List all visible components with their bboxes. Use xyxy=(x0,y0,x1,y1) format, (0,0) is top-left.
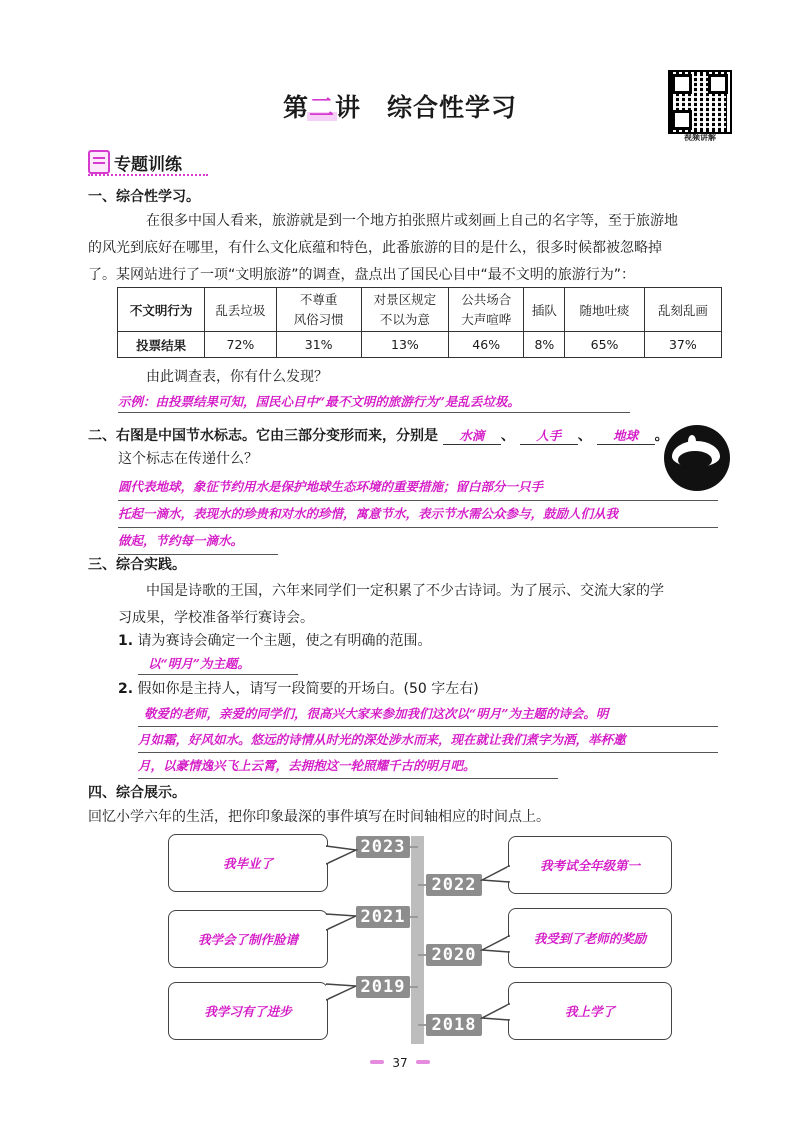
bubble-pointer xyxy=(480,862,510,890)
event-text: 我受到了老师的奖励 xyxy=(533,931,647,946)
table-cell: 72% xyxy=(205,332,276,358)
table-cell: 乱刻乱画 xyxy=(644,288,721,332)
q2-blank-1[interactable]: 水滴 xyxy=(443,426,501,445)
table-cell: 对景区规定 不以为意 xyxy=(361,288,448,332)
timeline-year: 2019 xyxy=(356,976,410,998)
table-cell: 公共场合 大声喧哗 xyxy=(449,288,524,332)
timeline-axis xyxy=(411,836,424,1044)
table-cell: 65% xyxy=(565,332,644,358)
q2-blank-2[interactable]: 人手 xyxy=(520,426,578,445)
table-cell: 13% xyxy=(361,332,448,358)
event-text: 我学习有了进步 xyxy=(204,1004,292,1019)
table-row xyxy=(118,332,722,358)
event-bubble[interactable] xyxy=(508,908,672,968)
page-number: 37 xyxy=(0,1056,800,1070)
bubble-pointer xyxy=(326,974,358,1002)
section-divider xyxy=(88,174,208,176)
event-bubble[interactable] xyxy=(508,836,672,894)
q3-sub1: 1. 请为赛诗会确定一个主题，使之有明确的范围。 xyxy=(118,633,432,649)
q1-question: 由此调查表，你有什么发现？ xyxy=(146,369,328,385)
bubble-pointer xyxy=(480,1000,510,1028)
q3-sub1-answer[interactable]: 以“明月”为主题。 xyxy=(138,654,298,675)
timeline-year: 2020 xyxy=(426,944,482,966)
q3-sub2-answer[interactable]: 敬爱的老师，亲爱的同学们，很高兴大家来参加我们这次以“明月”为主题的诗会。明 月如霜，好风如水。悠远的诗情从时光的深处涉水而来，现在就让我们煮字为酒，举杯邀 月，以豪情逸兴飞上云霄，去拥抱这一轮照耀千古的明月吧。 xyxy=(138,701,718,779)
table-cell: 插队 xyxy=(524,288,565,332)
timeline-year: 2018 xyxy=(426,1014,482,1036)
notebook-icon xyxy=(88,150,110,174)
event-text: 我考试全年级第一 xyxy=(539,858,640,873)
event-bubble[interactable] xyxy=(168,834,328,892)
qr-code[interactable] xyxy=(668,70,732,134)
q2-blank-3[interactable]: 地球 xyxy=(597,426,655,445)
table-cell: 8% xyxy=(524,332,565,358)
table-cell: 乱丢垃圾 xyxy=(205,288,276,332)
q2-question: 这个标志在传递什么？ xyxy=(118,451,258,467)
table-header: 不文明行为 xyxy=(118,288,205,332)
table-cell: 不尊重 风俗习惯 xyxy=(276,288,361,332)
q1-heading: 一、综合性学习。 xyxy=(88,189,200,205)
event-bubble[interactable] xyxy=(168,910,328,968)
table-row xyxy=(118,288,722,332)
event-text: 我毕业了 xyxy=(222,856,273,871)
bubble-pointer xyxy=(480,932,510,960)
event-text: 我上学了 xyxy=(564,1004,615,1019)
table-cell: 随地吐痰 xyxy=(565,288,644,332)
section-heading: 专题训练 xyxy=(88,150,182,175)
event-bubble[interactable] xyxy=(168,982,328,1040)
event-text: 我学会了制作脸谱 xyxy=(197,932,298,947)
page-title: 第二讲 综合性学习 xyxy=(0,88,800,124)
q3-sub2: 2. 假如你是主持人，请写一段简要的开场白。(50 字左右) xyxy=(118,681,479,697)
q1-paragraph: 在很多中国人看来，旅游就是到一个地方拍张照片或刻画上自己的名字等，至于旅游地 的风光到底好在哪里，有什么文化底蕴和特色，此番旅游的目的是什么，很多时候都被忽略掉 了。某网站进行了一项“文明旅游”的调查，盘点出了国民心目中“最不文明的旅游行为”： xyxy=(88,213,678,283)
table-cell: 46% xyxy=(449,332,524,358)
timeline-year: 2022 xyxy=(426,874,482,896)
q3-heading: 三、综合实践。 xyxy=(88,557,186,573)
q2-heading: 二、右图是中国节水标志。它由三部分变形而来，分别是 水滴 、 人手 、 地球 。 xyxy=(88,428,669,444)
q4-heading: 四、综合展示。 xyxy=(88,785,186,801)
timeline-year: 2021 xyxy=(356,906,410,928)
survey-table xyxy=(117,287,722,358)
q3-paragraph: 中国是诗歌的王国，六年来同学们一定积累了不少古诗词。为了展示、交流大家的学 习成果，学校准备举行赛诗会。 xyxy=(118,583,664,626)
q1-answer[interactable]: 示例：由投票结果可知，国民心目中“最不文明的旅游行为”是乱丢垃圾。 xyxy=(118,392,630,413)
qr-caption: 视频讲解 xyxy=(684,133,716,142)
q4-instruction: 回忆小学六年的生活，把你印象最深的事件填写在时间轴相应的时间点上。 xyxy=(88,809,550,825)
timeline-year: 2023 xyxy=(356,836,410,858)
bubble-pointer xyxy=(326,906,358,934)
bubble-pointer xyxy=(326,842,358,870)
table-header: 投票结果 xyxy=(118,332,205,358)
event-bubble[interactable] xyxy=(508,982,672,1040)
table-cell: 31% xyxy=(276,332,361,358)
q2-answer[interactable]: 圆代表地球，象征节约用水是保护地球生态环境的重要措施；留白部分一只手 托起一滴水，表现水的珍贵和对水的珍惜，寓意节水，表示节水需公众参与，鼓励人们从我 做起，节约每一滴水。 xyxy=(118,474,718,555)
table-cell: 37% xyxy=(644,332,721,358)
